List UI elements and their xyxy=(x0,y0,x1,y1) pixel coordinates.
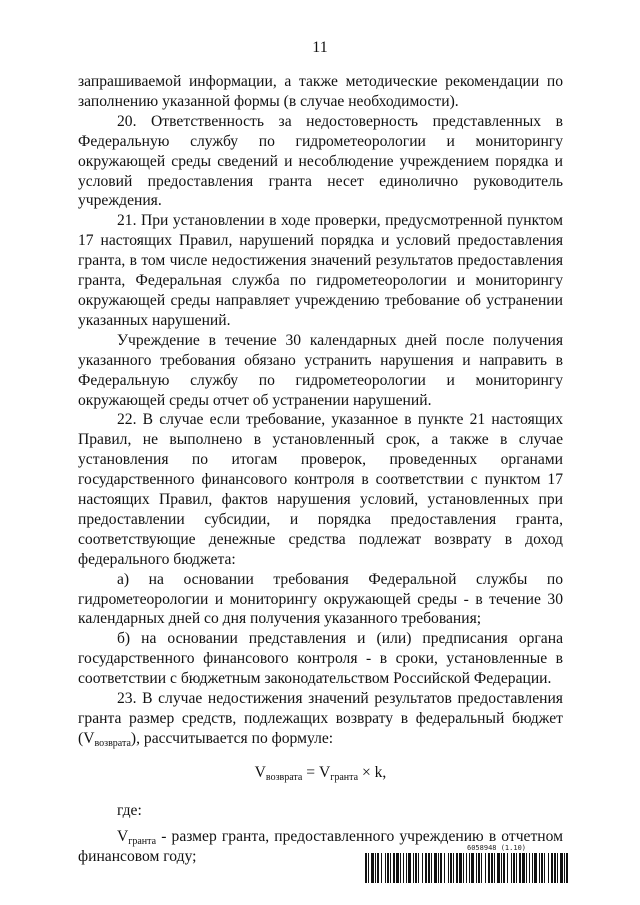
document-barcode xyxy=(365,844,569,886)
p23-variable: V xyxy=(83,729,95,747)
paragraph-22: 22. В случае если требование, указанное в пункте 21 настоящих Правил, не выполнено в установленный срок, а также в случае установления по итогам проверок, проведенных органами государственного финансового контроля в соответствии с пунктом 17 настоящих Правил, фактов нарушения условий, установленных при предоставлении субсидии, и порядка предоставления гранта, соответствующие денежные средства подлежат возврату в доход федерального бюджета: xyxy=(78,411,563,568)
formula-lhs: V xyxy=(254,763,266,781)
barcode-image xyxy=(365,853,569,883)
formula xyxy=(78,763,563,783)
p23-tail: ), рассчитывается по формуле: xyxy=(130,729,334,747)
paragraph-21-followup: Учреждение в течение 30 календарных дней после получения указанного требования обязано устранить нарушения и направить в Федеральную службу по гидрометеорологии и мониторингу окружающей среды отчет об устранении нарушений. xyxy=(78,331,563,409)
paragraph-22-a: а) на основании требования Федеральной службы по гидрометеорологии и мониторингу окружающей среды - в течение 30 календарных дней со дня получения указанного требования; xyxy=(78,570,563,628)
def-text: - размер гранта, предоставленного учреждению в отчетном финансовом году; xyxy=(78,827,563,865)
paragraph-20: 20. Ответственность за недостоверность представленных в Федеральную службу по гидрометеорологии и мониторингу окружающей среды сведений и несоблюдение учреждением порядка и условий предоставления гранта несет единолично руководитель учреждения. xyxy=(78,112,563,210)
def-variable: V xyxy=(117,827,129,845)
formula-rhs: V xyxy=(318,763,331,781)
paragraph-23: 23. В случае недостижения значений результатов предоставления гранта размер средств, подлежащих возврату в федеральный бюджет $(V_{возврата})$, рассчитывается по формуле: xyxy=(78,690,563,749)
paragraph-23-text: 23. В случае недостижения значений результатов предоставления гранта размер средств, подлежащих возврату в федеральный бюджет xyxy=(78,690,563,727)
formula-tail: × k, xyxy=(358,763,387,781)
paragraph-21: 21. При установлении в ходе проверки, предусмотренной пунктом 17 настоящих Правил, нарушений порядка и условий предоставления гранта, в том числе недостижения значений результатов предоставления гранта, Федеральная служба по гидрометеорологии и мониторингу окружающей среды направляет учреждению требование об устранении указанных нарушений. xyxy=(78,212,563,329)
formula-equals: = xyxy=(302,763,319,781)
paragraph-continuation: запрашиваемой информации, а также методические рекомендации по заполнению указанной формы (в случае необходимости). xyxy=(78,73,563,110)
where-label: где: xyxy=(117,801,142,819)
formula-lhs-subscript: возврата xyxy=(265,771,303,783)
barcode-caption: 6058948 (1.10) xyxy=(467,844,527,852)
def-variable-subscript: гранта xyxy=(128,835,157,847)
document-body xyxy=(78,72,563,866)
page-number: 11 xyxy=(312,39,328,56)
formula-rhs-subscript: гранта xyxy=(330,771,359,783)
p23-variable-subscript: возврата xyxy=(94,737,131,749)
paragraph-22-b: б) на основании представления и (или) предписания органа государственного финансового контроля - в сроки, установленные в соответствии с бюджетным законодательством Российской Федерации. xyxy=(78,630,563,688)
